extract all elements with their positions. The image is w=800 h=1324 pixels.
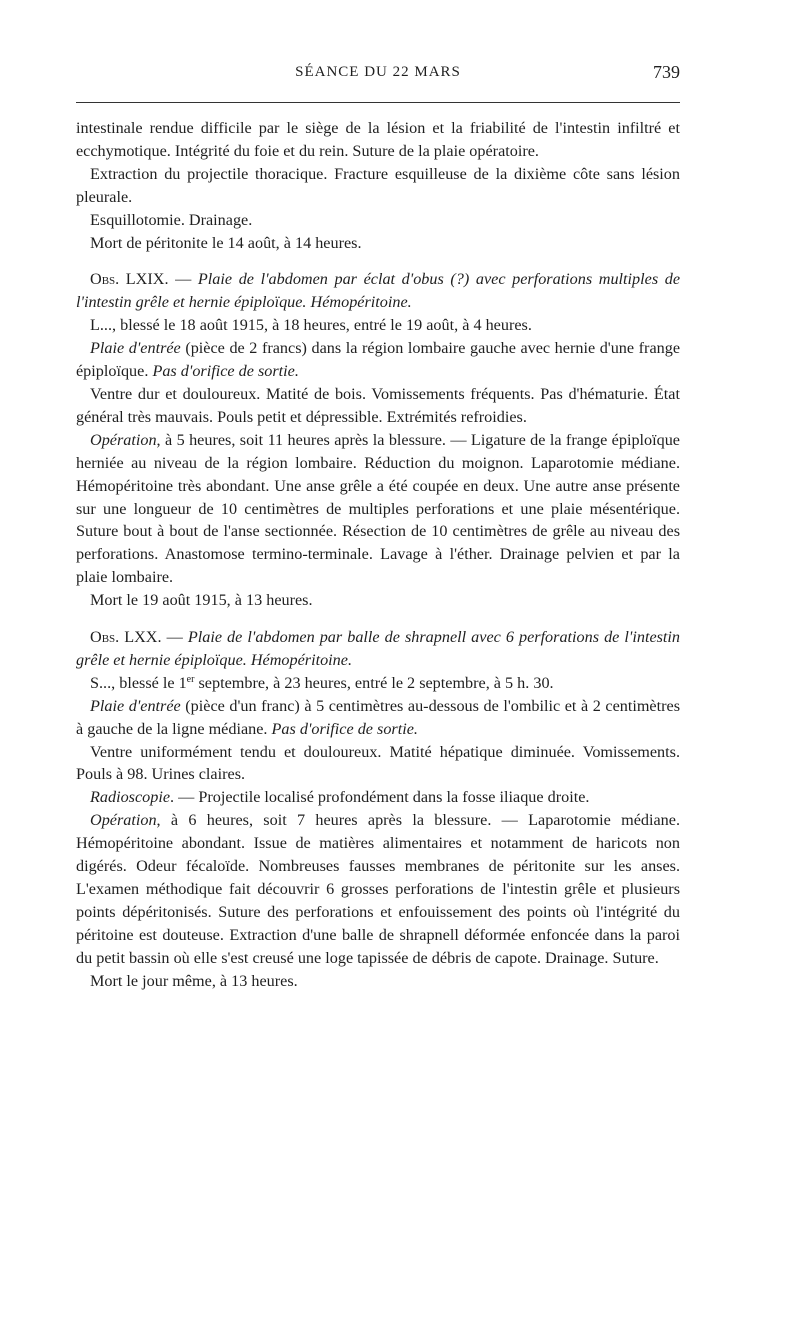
page-number: 739 <box>653 62 680 82</box>
observation-number: Obs. LXIX. <box>90 270 169 289</box>
observation-title: Plaie de l'abdomen par balle de shrapnell avec 6 perforations de l'intestin grêle et hernie épiploïque. Hémopéritoine. <box>76 628 681 669</box>
observation-heading-70 <box>76 626 680 672</box>
observation-number: Obs. LXX. <box>90 628 162 647</box>
paragraph <box>76 429 680 589</box>
paragraph <box>76 695 680 741</box>
paragraph: intestinale rendue difficile par le siège de la lésion et la friabilité de l'intestin infiltré et ecchymotique. Intégrité du foie et du rein. Suture de la plaie opératoire. <box>76 119 680 160</box>
paragraph-text: septembre, à 23 heures, entré le 2 septembre, à 5 h. 30. <box>194 673 554 692</box>
text-column <box>76 117 680 993</box>
entry-wound-label: Plaie d'entrée <box>90 696 181 715</box>
paragraph: Esquillotomie. Drainage. <box>90 210 253 229</box>
paragraph: Ventre dur et douloureux. Matité de bois. Vomissements fréquents. Pas d'hématurie. État général très mauvais. Pouls petit et dépressible. Extrémités refroidies. <box>76 384 680 426</box>
paragraph <box>76 786 680 809</box>
paragraph: Mort le 19 août 1915, à 13 heures. <box>90 591 313 610</box>
observation-heading-69 <box>76 268 680 314</box>
header-rule <box>76 102 680 103</box>
dash: — <box>161 628 188 647</box>
paragraph: L..., blessé le 18 août 1915, à 18 heures, entré le 19 août, à 4 heures. <box>90 316 532 335</box>
paragraph-text: . — Projectile localisé profondément dans la fosse iliaque droite. <box>170 788 590 807</box>
paragraph-text: , à 5 heures, soit 11 heures après la blessure. — Ligature de la frange épiploïque herniée au niveau de la région lombaire. Réduction du moignon. Laparotomie médiane. Hémopéritoine très abondant. Une anse grêle a été coupée en deux. Une autre anse présente sur une longueur de 10 centimètres de multiples perforations et une plaie mésentérique. Suture bout à bout de l'anse sectionnée. Résection de 10 centimètres de grêle au niveau des perforations. Anastomose termino-terminale. Lavage à l'éther. Drainage pelvien et par la plaie lombaire. <box>76 430 680 587</box>
paragraph-text: (pièce de 2 francs) dans la région lombaire gauche avec hernie d'une frange épiploïque. <box>76 339 680 381</box>
dash: — <box>168 270 198 289</box>
paragraph: Ventre uniformément tendu et douloureux. Matité hépatique diminuée. Vomissements. Pouls à 98. Urines claires. <box>76 742 680 784</box>
observation-title: Plaie de l'abdomen par éclat d'obus (?) avec perforations multiples de l'intestin grêle et hernie épiploïque. Hémopéritoine. <box>76 270 681 312</box>
paragraph: Mort de péritonite le 14 août, à 14 heures. <box>90 233 362 252</box>
paragraph-text: (pièce d'un franc) à 5 centimètres au-dessous de l'ombilic et à 2 centimètres à gauche de la ligne médiane. <box>76 696 680 738</box>
no-exit-label: Pas d'orifice de sortie. <box>152 362 299 381</box>
paragraph <box>76 337 680 383</box>
paragraph-text: S..., blessé le 1 <box>90 673 187 692</box>
entry-wound-label: Plaie d'entrée <box>90 339 181 358</box>
paragraph <box>76 672 680 695</box>
no-exit-label: Pas d'orifice de sortie. <box>271 719 418 738</box>
running-head: SÉANCE DU 22 MARS <box>295 64 461 80</box>
paragraph: Mort le jour même, à 13 heures. <box>90 971 298 990</box>
superscript: er <box>186 673 195 685</box>
page-header <box>76 62 680 92</box>
paragraph <box>76 809 680 969</box>
operation-label: Opération <box>90 811 157 830</box>
radioscopy-label: Radioscopie <box>90 788 171 807</box>
operation-label: Opération <box>90 430 157 449</box>
paragraph: Extraction du projectile thoracique. Fracture esquilleuse de la dixième côte sans lésion pleurale. <box>76 164 680 206</box>
paragraph-text: , à 6 heures, soit 7 heures après la blessure. — Laparotomie médiane. Hémopéritoine abondant. Issue de matières alimentaires et notamment de haricots non digérés. Odeur fécaloïde. Nombreuses fausses membranes de péritonite sur les anses. L'examen méthodique fait découvrir 6 grosses perforations de l'intestin grêle et plusieurs points dépéritonisés. Suture des perforations et enfouissement des points où l'intégrité du péritoine est douteuse. Extraction d'une balle de shrapnell déformée enfoncée dans la paroi du petit bassin où elle s'est creusé une loge tapissée de débris de capote. Drainage. Suture. <box>76 811 680 967</box>
